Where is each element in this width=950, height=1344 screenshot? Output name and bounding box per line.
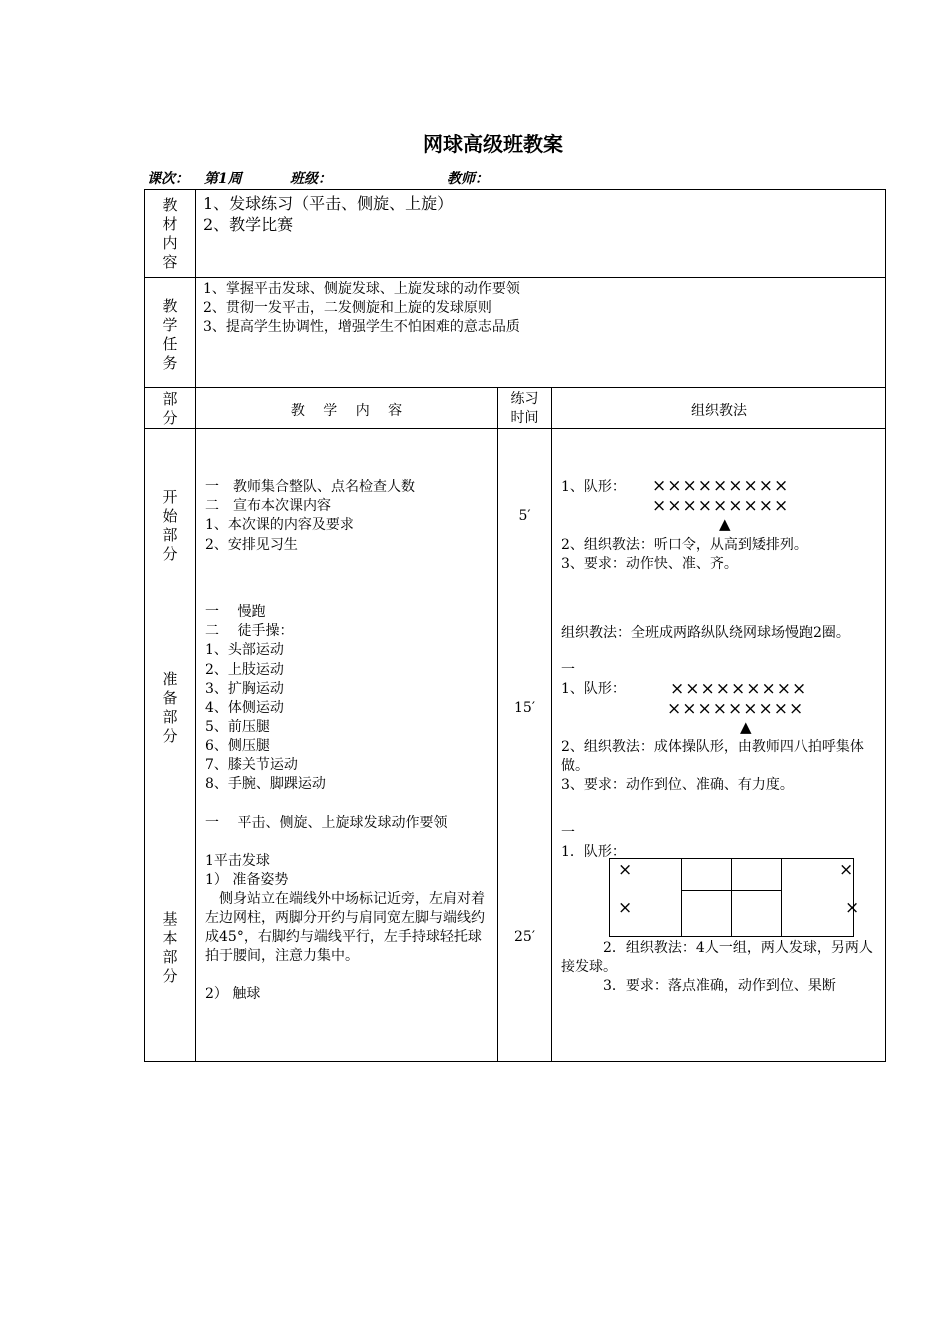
label-char: 本 (162, 929, 178, 947)
court-diagram (609, 858, 854, 937)
label-char: 基 (162, 910, 178, 928)
lesson-label: 课次： (147, 171, 189, 187)
basic-sub-heading: 1） 准备姿势 (205, 872, 289, 888)
material-item: 1、发球练习（平击、侧旋、上旋） (203, 194, 454, 213)
start-time: 5′ (518, 508, 531, 524)
label-char: 部 (162, 390, 178, 408)
header-content: 教 学 内 容 (290, 403, 403, 419)
warmup-method-item: 2、组织教法：成体操队形，由教师四八拍呼集体做。 (561, 739, 864, 774)
label-char: 准 (162, 670, 178, 688)
basic-label (159, 910, 181, 986)
label-char: 部 (162, 526, 178, 544)
warmup-content-line: 2、上肢运动 (205, 662, 284, 678)
label-char: 始 (162, 507, 178, 525)
label-char: 教 (162, 196, 178, 214)
class-label: 班级： (290, 171, 332, 187)
player-mark: × (618, 898, 633, 918)
label-char: 分 (162, 727, 178, 745)
col-divider (195, 189, 196, 1062)
warmup-content-line: 7、膝关节运动 (205, 757, 298, 773)
row-divider (144, 428, 886, 429)
start-formation-row-2: ××××××××× (652, 496, 790, 516)
label-char: 教 (162, 297, 178, 315)
material-item: 2、教学比赛 (203, 215, 294, 234)
col-divider (551, 387, 552, 1062)
warmup-method-item: 3、要求：动作到位、准确、有力度。 (561, 777, 794, 793)
warmup-formation-row-2: ××××××××× (667, 699, 805, 719)
start-method-item: 2、组织教法：听口令，从高到矮排列。 (561, 537, 808, 553)
start-formation-row-1: ××××××××× (652, 476, 790, 496)
basic-sub-heading: 2） 触球 (205, 986, 261, 1002)
label-char: 分 (162, 409, 178, 427)
warmup-content-line: 3、扩胸运动 (205, 681, 284, 697)
task-label (159, 297, 181, 373)
warmup-formation-label: 1、队形： (561, 681, 626, 697)
page-title: 网球高级班教案 (423, 132, 563, 156)
label-char: 容 (162, 253, 178, 271)
basic-heading: 一 平击、侧旋、上旋球发球动作要领 (205, 815, 448, 831)
task-item: 1、掌握平击发球、侧旋发球、上旋发球的动作要领 (203, 281, 520, 297)
warmup-content-line: 8、手腕、脚踝运动 (205, 776, 326, 792)
player-mark: × (839, 860, 854, 880)
start-content-line: 一 教师集合整队、点名检查人数 (205, 479, 415, 495)
player-mark: × (618, 860, 633, 880)
basic-time: 25′ (514, 929, 535, 945)
label-char: 部 (162, 948, 178, 966)
start-teacher-mark: ▲ (719, 515, 731, 533)
warmup-content-line: 6、侧压腿 (205, 738, 270, 754)
basic-formation-label: 1．队形： (561, 844, 626, 860)
warmup-time: 15′ (514, 700, 535, 716)
label-char: 分 (162, 967, 178, 985)
court-line (781, 859, 782, 936)
basic-paragraph: 侧身站立在端线外中场标记近旁，左肩对着左边网柱，两脚分开约与肩同宽左脚与端线约成45°，右脚约与端线平行，左手持球轻托球拍于腰间，注意力集中。 (205, 891, 485, 964)
week-value: 第1周 (204, 171, 242, 187)
basic-method-item: 3．要求：落点准确，动作到位、果断 (603, 978, 836, 994)
warmup-content-line: 4、体侧运动 (205, 700, 284, 716)
label-char: 开 (162, 488, 178, 506)
start-formation-label: 1、队形： (561, 479, 626, 495)
header-time-line: 练习 (510, 391, 539, 407)
header-time (498, 390, 551, 428)
material-label (159, 196, 181, 272)
label-char: 备 (162, 689, 178, 707)
label-char: 学 (162, 316, 178, 334)
start-method-item: 3、要求：动作快、准、齐。 (561, 556, 738, 572)
warmup-content-line: 一 慢跑 (205, 604, 266, 620)
header-part (159, 390, 181, 428)
warmup-teacher-mark: ▲ (740, 718, 752, 736)
label-char: 材 (162, 215, 178, 233)
basic-method-sub: 一 (561, 825, 575, 841)
row-divider (144, 387, 886, 388)
basic-sub-heading: 1平击发球 (205, 853, 270, 869)
teacher-label: 教师： (447, 171, 489, 187)
col-divider (497, 387, 498, 1062)
label-char: 部 (162, 708, 178, 726)
label-char: 务 (162, 354, 178, 372)
header-time-line: 时间 (510, 410, 539, 426)
start-content-line: 二 宣布本次课内容 (205, 498, 331, 514)
warmup-formation-row-1: ××××××××× (670, 679, 808, 699)
task-item: 2、贯彻一发平击，二发侧旋和上旋的发球原则 (203, 300, 492, 316)
label-char: 内 (162, 234, 178, 252)
warmup-label (159, 670, 181, 746)
start-content-line: 1、本次课的内容及要求 (205, 517, 354, 533)
court-line (681, 890, 781, 891)
start-label (159, 488, 181, 564)
label-char: 分 (162, 545, 178, 563)
player-mark: × (845, 898, 860, 918)
start-content-line: 2、安排见习生 (205, 537, 298, 553)
header-method: 组织教法 (691, 403, 747, 419)
row-divider (144, 277, 886, 278)
court-line (681, 859, 682, 936)
warmup-method-intro: 组织教法：全班成两路纵队绕网球场慢跑2圈。 (561, 625, 850, 641)
basic-method-item: 2．组织教法：4人一组，两人发球，另两人接发球。 (561, 940, 873, 975)
warmup-content-line: 1、头部运动 (205, 642, 284, 658)
warmup-method-sub: 一 (561, 662, 575, 678)
court-line (731, 859, 732, 936)
warmup-content-line: 二 徒手操： (205, 623, 294, 639)
label-char: 任 (162, 335, 178, 353)
warmup-content-line: 5、前压腿 (205, 719, 270, 735)
task-item: 3、提高学生协调性，增强学生不怕困难的意志品质 (203, 319, 520, 335)
